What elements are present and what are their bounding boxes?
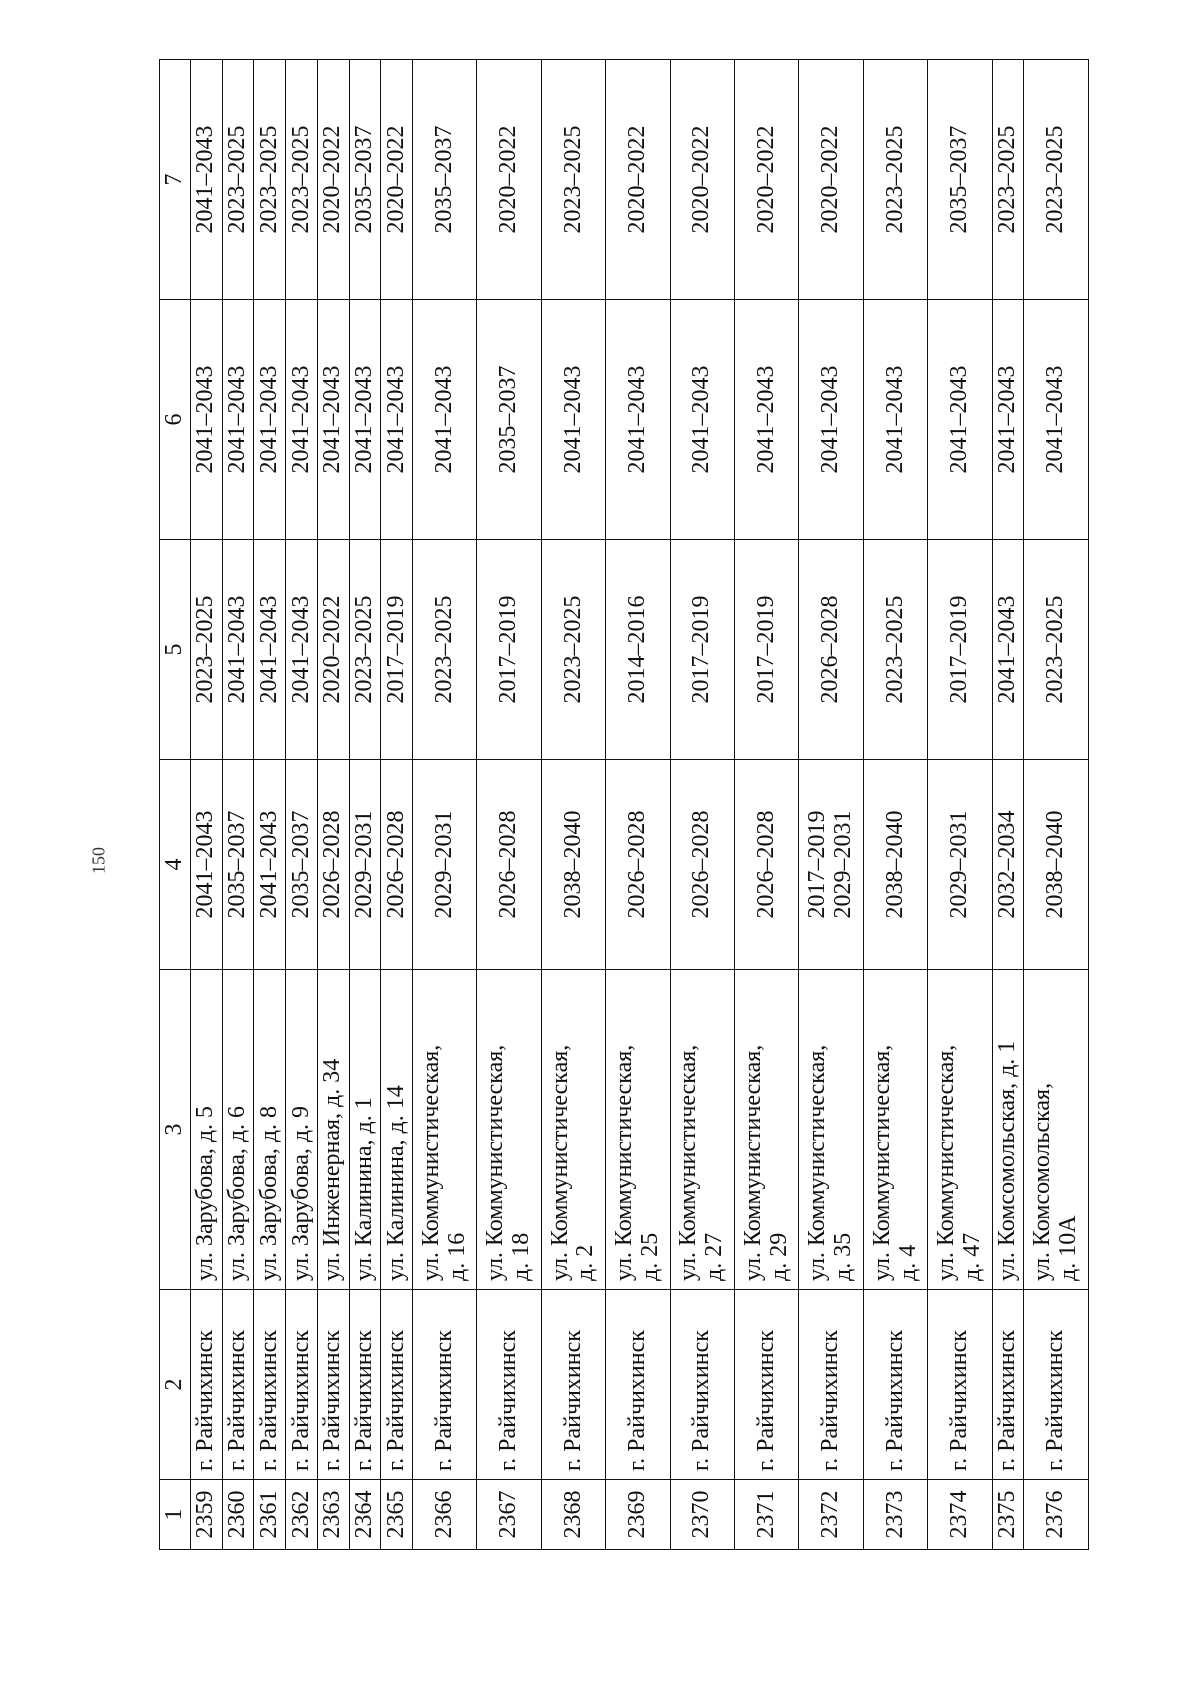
table-row [286, 60, 318, 1550]
period-7-cell: 2035–2037 [928, 60, 992, 300]
period-4-cell-line: 2026–2028 [688, 810, 715, 919]
row-number-cell: 2368 [541, 1480, 605, 1550]
period-5-cell: 2023–2025 [541, 540, 605, 760]
period-6-cell: 2041–2043 [928, 300, 992, 540]
address-cell-line: ул. Зарубова, д. 6 [224, 1105, 251, 1281]
city-cell: г. Райчихинск [349, 1290, 381, 1480]
table-row [477, 60, 541, 1550]
period-4-cell-line: 2026–2028 [752, 810, 779, 919]
row-number-cell: 2367 [477, 1480, 541, 1550]
table-row [928, 60, 992, 1550]
row-number-cell: 2363 [317, 1480, 349, 1550]
period-4-cell [863, 760, 927, 970]
period-4-cell [222, 760, 254, 970]
period-5-cell: 2023–2025 [191, 540, 223, 760]
period-4-cell-line: 2017–2019 [804, 810, 831, 919]
city-cell: г. Райчихинск [412, 1290, 476, 1480]
address-cell [381, 970, 413, 1290]
row-number-cell: 2373 [863, 1480, 927, 1550]
header-row [160, 60, 191, 1550]
period-7-cell: 2023–2025 [541, 60, 605, 300]
period-5-cell: 2041–2043 [222, 540, 254, 760]
address-cell-line: д. 47 [959, 1232, 985, 1281]
period-4-cell [254, 760, 286, 970]
city-cell: г. Райчихинск [286, 1290, 318, 1480]
period-7-cell: 2023–2025 [992, 60, 1024, 300]
address-cell-line: ул. Зарубова, д. 5 [192, 1105, 219, 1281]
row-number-cell: 2374 [928, 1480, 992, 1550]
address-cell-line: ул. Зарубова, д. 8 [255, 1105, 282, 1281]
address-cell-line: д. 35 [830, 1232, 857, 1281]
city-cell: г. Райчихинск [477, 1290, 541, 1480]
period-4-cell [928, 760, 992, 970]
period-7-cell: 2041–2043 [191, 60, 223, 300]
period-4-cell [735, 760, 799, 970]
period-6-cell: 2041–2043 [222, 300, 254, 540]
period-6-cell: 2041–2043 [541, 300, 605, 540]
period-4-cell-line: 2038–2040 [881, 810, 908, 919]
period-7-cell: 2020–2022 [381, 60, 413, 300]
period-4-cell-line: 2035–2037 [287, 810, 314, 919]
city-cell: г. Райчихинск [670, 1290, 734, 1480]
period-7-cell: 2020–2022 [735, 60, 799, 300]
period-4-cell [191, 760, 223, 970]
period-7-cell: 2020–2022 [317, 60, 349, 300]
row-number-cell: 2372 [799, 1480, 863, 1550]
row-number-cell: 2365 [381, 1480, 413, 1550]
period-7-cell: 2020–2022 [606, 60, 670, 300]
period-4-cell-line: 2026–2028 [382, 810, 409, 919]
address-cell-line: ул. Калинина, д. 1 [350, 1097, 377, 1281]
address-cell-line: ул. Зарубова, д. 9 [287, 1105, 314, 1281]
address-cell-line: ул. Коммунистическая, [546, 1044, 573, 1281]
city-cell: г. Райчихинск [799, 1290, 863, 1480]
period-5-cell: 2023–2025 [349, 540, 381, 760]
address-cell [992, 970, 1024, 1290]
period-6-cell: 2041–2043 [412, 300, 476, 540]
period-4-cell-line: 2029–2031 [350, 810, 377, 919]
period-5-cell: 2014–2016 [606, 540, 670, 760]
table-row [349, 60, 381, 1550]
address-cell-line: ул. Калинина, д. 14 [382, 1085, 409, 1281]
period-5-cell: 2023–2025 [412, 540, 476, 760]
address-cell-line: ул. Коммунистическая, [417, 1044, 444, 1281]
period-7-cell: 2023–2025 [863, 60, 927, 300]
city-cell: г. Райчихинск [541, 1290, 605, 1480]
column-header: 5 [160, 540, 191, 760]
period-5-cell: 2017–2019 [477, 540, 541, 760]
row-number-cell: 2376 [1024, 1480, 1089, 1550]
period-7-cell: 2023–2025 [254, 60, 286, 300]
column-header: 4 [160, 760, 191, 970]
period-4-cell [317, 760, 349, 970]
period-5-cell: 2041–2043 [286, 540, 318, 760]
table-row [541, 60, 605, 1550]
period-5-cell: 2023–2025 [863, 540, 927, 760]
city-cell: г. Райчихинск [317, 1290, 349, 1480]
period-7-cell: 2035–2037 [349, 60, 381, 300]
table-row [670, 60, 734, 1550]
city-cell: г. Райчихинск [992, 1290, 1024, 1480]
city-cell: г. Райчихинск [1024, 1290, 1089, 1480]
address-cell-line: ул. Коммунистическая, [675, 1044, 702, 1281]
period-4-cell [1024, 760, 1089, 970]
column-header: 3 [160, 970, 191, 1290]
address-cell [349, 970, 381, 1290]
address-cell-line: д. 2 [572, 1244, 599, 1281]
period-4-cell-line: 2038–2040 [559, 810, 586, 919]
address-cell-line: ул. Инженерная, д. 34 [319, 1058, 346, 1281]
row-number-cell: 2369 [606, 1480, 670, 1550]
table-row [799, 60, 863, 1550]
period-6-cell: 2041–2043 [286, 300, 318, 540]
city-cell: г. Райчихинск [254, 1290, 286, 1480]
period-6-cell: 2041–2043 [992, 300, 1024, 540]
address-cell [735, 970, 799, 1290]
period-5-cell: 2020–2022 [317, 540, 349, 760]
address-cell [412, 970, 476, 1290]
table-row [191, 60, 223, 1550]
table-row [863, 60, 927, 1550]
address-cell-line: ул. Коммунистическая, [868, 1044, 895, 1281]
row-number-cell: 2361 [254, 1480, 286, 1550]
period-4-cell [477, 760, 541, 970]
address-cell-line: д. 18 [508, 1232, 535, 1281]
address-cell-line: д. 4 [894, 1244, 921, 1281]
period-6-cell: 2041–2043 [735, 300, 799, 540]
address-cell-line: д. 16 [443, 1232, 470, 1281]
period-4-cell-line: 2041–2043 [192, 810, 219, 919]
address-cell-line: д. 25 [636, 1232, 663, 1281]
table-row [254, 60, 286, 1550]
period-4-cell-line: 2026–2028 [319, 810, 346, 919]
period-4-cell [541, 760, 605, 970]
column-header: 6 [160, 300, 191, 540]
row-number-cell: 2370 [670, 1480, 734, 1550]
period-5-cell: 2017–2019 [928, 540, 992, 760]
address-cell-line: ул. Коммунистическая, [482, 1044, 509, 1281]
period-4-cell [286, 760, 318, 970]
row-number-cell: 2375 [992, 1480, 1024, 1550]
address-cell [254, 970, 286, 1290]
period-4-cell-line: 2041–2043 [255, 810, 282, 919]
row-number-cell: 2366 [412, 1480, 476, 1550]
column-header: 1 [160, 1480, 191, 1550]
period-4-cell [412, 760, 476, 970]
period-6-cell: 2041–2043 [191, 300, 223, 540]
address-cell [928, 970, 992, 1290]
period-7-cell: 2023–2025 [1024, 60, 1089, 300]
period-4-cell-line: 2029–2031 [946, 810, 973, 919]
period-7-cell: 2020–2022 [799, 60, 863, 300]
city-cell: г. Райчихинск [863, 1290, 927, 1480]
period-4-cell-line: 2029–2031 [830, 810, 857, 919]
row-number-cell: 2371 [735, 1480, 799, 1550]
period-6-cell: 2035–2037 [477, 300, 541, 540]
period-6-cell: 2041–2043 [381, 300, 413, 540]
period-5-cell: 2041–2043 [254, 540, 286, 760]
address-cell [799, 970, 863, 1290]
period-6-cell: 2041–2043 [863, 300, 927, 540]
address-cell-line: д. 29 [765, 1232, 792, 1281]
table-row [992, 60, 1024, 1550]
period-6-cell: 2041–2043 [799, 300, 863, 540]
column-header: 7 [160, 60, 191, 300]
address-cell-line: ул. Коммунистическая, [739, 1044, 766, 1281]
period-7-cell: 2035–2037 [412, 60, 476, 300]
period-5-cell: 2026–2028 [799, 540, 863, 760]
period-4-cell [670, 760, 734, 970]
address-cell-line: ул. Комсомольская, д. 1 [994, 1040, 1021, 1281]
table-row [317, 60, 349, 1550]
period-7-cell: 2023–2025 [286, 60, 318, 300]
address-cell [286, 970, 318, 1290]
address-cell [477, 970, 541, 1290]
row-number-cell: 2359 [191, 1480, 223, 1550]
column-header: 2 [160, 1290, 191, 1480]
address-cell [222, 970, 254, 1290]
period-4-cell [799, 760, 863, 970]
table-row [606, 60, 670, 1550]
row-number-cell: 2364 [349, 1480, 381, 1550]
address-cell [863, 970, 927, 1290]
period-6-cell: 2041–2043 [254, 300, 286, 540]
table-row [1024, 60, 1089, 1550]
period-4-cell-line: 2029–2031 [430, 810, 457, 919]
period-4-cell [992, 760, 1024, 970]
period-6-cell: 2041–2043 [349, 300, 381, 540]
address-cell [606, 970, 670, 1290]
period-7-cell: 2020–2022 [477, 60, 541, 300]
city-cell: г. Райчихинск [928, 1290, 992, 1480]
period-4-cell-line: 2026–2028 [623, 810, 650, 919]
period-6-cell: 2041–2043 [1024, 300, 1089, 540]
table-row [381, 60, 413, 1550]
period-7-cell: 2020–2022 [670, 60, 734, 300]
period-6-cell: 2041–2043 [670, 300, 734, 540]
period-4-cell-line: 2038–2040 [1042, 810, 1069, 919]
city-cell: г. Райчихинск [735, 1290, 799, 1480]
period-4-cell-line: 2035–2037 [224, 810, 251, 919]
period-6-cell: 2041–2043 [606, 300, 670, 540]
period-4-cell-line: 2032–2034 [994, 810, 1021, 919]
period-4-cell [606, 760, 670, 970]
period-6-cell: 2041–2043 [317, 300, 349, 540]
period-5-cell: 2017–2019 [735, 540, 799, 760]
address-cell [1024, 970, 1089, 1290]
city-cell: г. Райчихинск [191, 1290, 223, 1480]
address-cell [541, 970, 605, 1290]
period-7-cell: 2023–2025 [222, 60, 254, 300]
period-5-cell: 2017–2019 [381, 540, 413, 760]
address-cell-line: ул. Коммунистическая, [933, 1044, 960, 1281]
city-cell: г. Райчихинск [381, 1290, 413, 1480]
period-4-cell [381, 760, 413, 970]
row-number-cell: 2360 [222, 1480, 254, 1550]
address-cell-line: д. 27 [701, 1232, 728, 1281]
address-cell-line: ул. Комсомольская, [1029, 1082, 1056, 1281]
row-number-cell: 2362 [286, 1480, 318, 1550]
address-cell [670, 970, 734, 1290]
period-5-cell: 2017–2019 [670, 540, 734, 760]
period-5-cell: 2041–2043 [992, 540, 1024, 760]
table-row [412, 60, 476, 1550]
page-number: 150 [88, 847, 109, 874]
address-cell-line: ул. Коммунистическая, [610, 1044, 637, 1281]
address-cell [191, 970, 223, 1290]
address-cell-line: ул. Коммунистическая, [804, 1044, 831, 1281]
city-cell: г. Райчихинск [606, 1290, 670, 1480]
address-cell-line: д. 10А [1055, 1215, 1082, 1281]
table-row [222, 60, 254, 1550]
table-container [159, 60, 1089, 1550]
city-cell: г. Райчихинск [222, 1290, 254, 1480]
table-row [735, 60, 799, 1550]
schedule-table [159, 59, 1089, 1550]
period-4-cell [349, 760, 381, 970]
period-5-cell: 2023–2025 [1024, 540, 1089, 760]
address-cell [317, 970, 349, 1290]
period-4-cell-line: 2026–2028 [495, 810, 522, 919]
